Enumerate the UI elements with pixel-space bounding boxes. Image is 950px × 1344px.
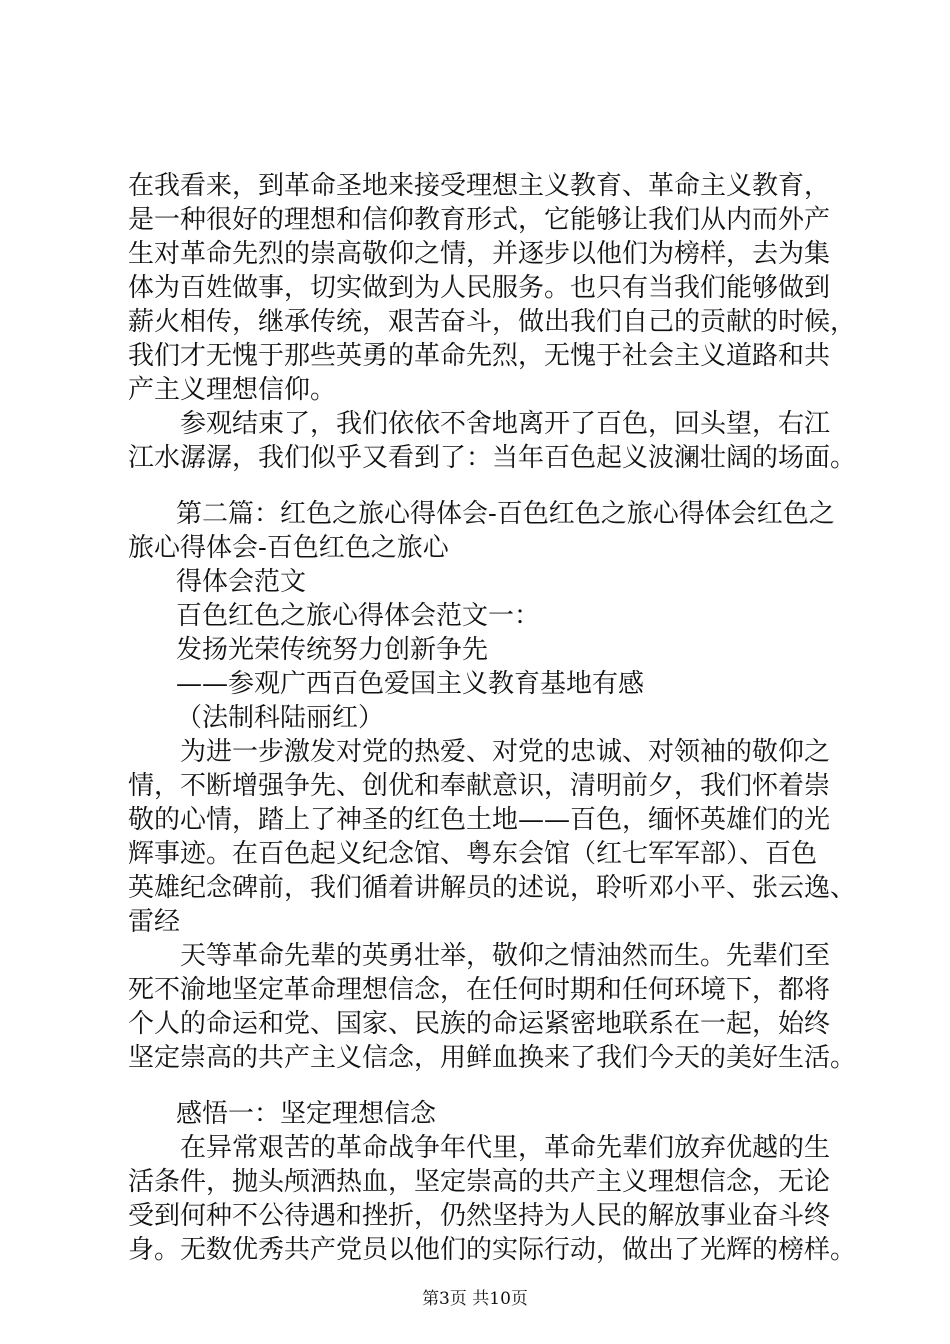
body-text-line: 江水潺潺，我们似乎又看到了：当年百色起义波澜壮阔的场面。 xyxy=(128,443,857,473)
body-text-line: 参观结束了，我们依依不舍地离开了百色，回头望，右江 xyxy=(180,409,831,439)
body-text-line: 身。无数优秀共产党员以他们的实际行动，做出了光辉的榜样。 xyxy=(128,1235,857,1265)
subtitle-line: 发扬光荣传统努力创新争先 xyxy=(176,635,489,665)
subtitle-line: 得体会范文 xyxy=(176,567,307,597)
subtitle-line: ——参观广西百色爱国主义教育基地有感 xyxy=(176,669,645,699)
section-title: 感悟一：坚定理想信念 xyxy=(176,1099,437,1129)
body-text-line: 是一种很好的理想和信仰教育形式，它能够让我们从内而外产 xyxy=(128,205,831,235)
body-text-line: 情，不断增强争先、创优和奉献意识，清明前夕，我们怀着崇 xyxy=(128,771,831,801)
body-text-line: 薪火相传，继承传统，艰苦奋斗，做出我们自己的贡献的时候， xyxy=(128,307,857,337)
body-text-line: 天等革命先辈的英勇壮举，敬仰之情油然而生。先辈们至 xyxy=(180,941,831,971)
body-text-line: 我们才无愧于那些英勇的革命先烈，无愧于社会主义道路和共 xyxy=(128,341,831,371)
body-text-line: 活条件，抛头颅洒热血，坚定崇高的共产主义理想信念，无论 xyxy=(128,1167,831,1197)
body-text-line: 在异常艰苦的革命战争年代里，革命先辈们放弃优越的生 xyxy=(180,1133,831,1163)
section-heading: 第二篇：红色之旅心得体会-百色红色之旅心得体会红色之 xyxy=(176,499,835,529)
body-text-line: 辉事迹。在百色起义纪念馆、粤东会馆（红七军军部）、百色 xyxy=(128,839,818,869)
body-text-line: 体为百姓做事，切实做到为人民服务。也只有当我们能够做到 xyxy=(128,273,831,303)
subtitle-line: 百色红色之旅心得体会范文一： xyxy=(176,601,541,631)
author-line: （法制科陆丽红） xyxy=(176,703,385,733)
body-text-line: 死不渝地坚定革命理想信念，在任何时期和任何环境下，都将 xyxy=(128,975,831,1005)
body-text-line: 在我看来，到革命圣地来接受理想主义教育、革命主义教育， xyxy=(128,171,831,201)
body-text-line: 坚定崇高的共产主义信念，用鲜血换来了我们今天的美好生活。 xyxy=(128,1043,857,1073)
body-text-line: 生对革命先烈的崇高敬仰之情，并逐步以他们为榜样，去为集 xyxy=(128,239,831,269)
body-text-line: 英雄纪念碑前，我们循着讲解员的述说，聆听邓小平、张云逸、 xyxy=(128,873,857,903)
body-text-line: 为进一步激发对党的热爱、对党的忠诚、对领袖的敬仰之 xyxy=(180,737,831,767)
section-heading: 旅心得体会-百色红色之旅心 xyxy=(128,533,449,563)
body-text-line: 产主义理想信仰。 xyxy=(128,375,337,405)
body-text-line: 敬的心情，踏上了神圣的红色土地——百色，缅怀英雄们的光 xyxy=(128,805,831,835)
page-footer: 第3页 共10页 xyxy=(422,1289,528,1309)
body-text-line: 个人的命运和党、国家、民族的命运紧密地联系在一起，始终 xyxy=(128,1009,831,1039)
body-text-line: 受到何种不公待遇和挫折，仍然坚持为人民的解放事业奋斗终 xyxy=(128,1201,831,1231)
body-text-line: 雷经 xyxy=(128,907,181,937)
